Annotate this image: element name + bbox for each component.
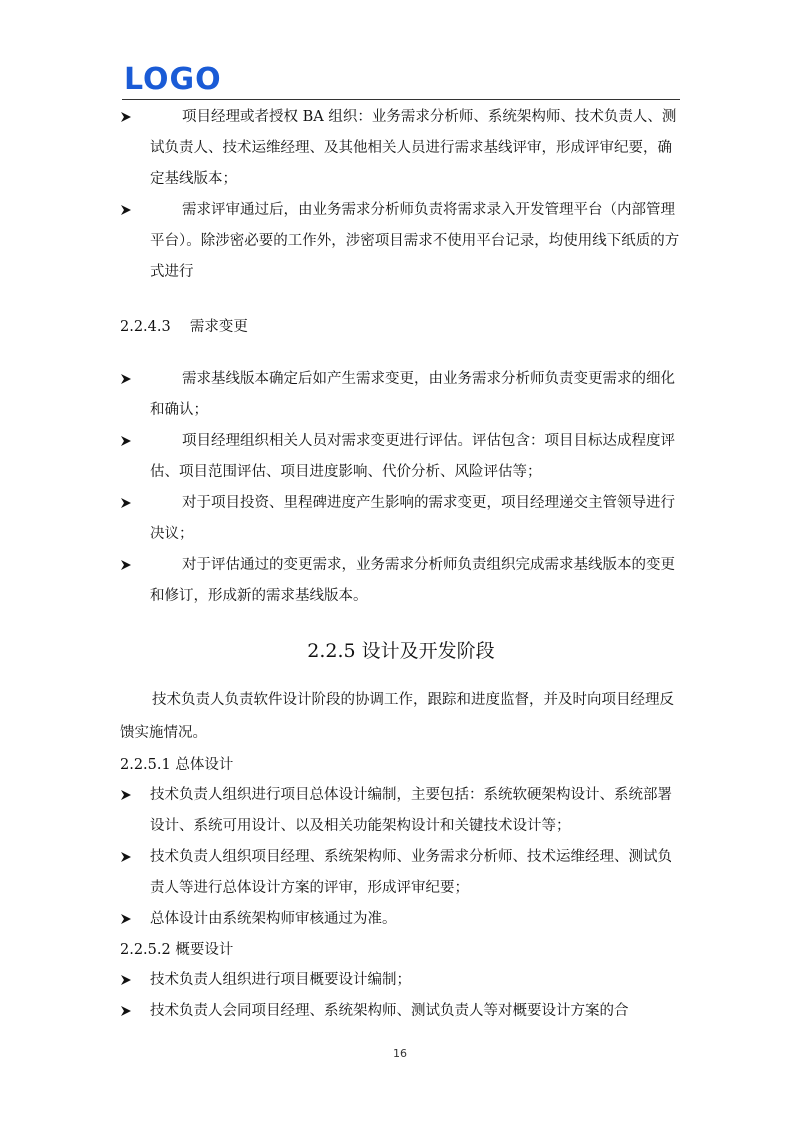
list-item-text: 总体设计由系统架构师审核通过为准。: [150, 911, 397, 927]
arrow-bullet-icon: [120, 488, 134, 509]
list-item-text: 对于项目投资、里程碑进度产生影响的需求变更，项目经理递交主管领导进行决议；: [150, 495, 675, 542]
arrow-bullet-icon: [120, 842, 134, 863]
section-design-dev: [120, 636, 682, 1027]
arrow-bullet-icon: [120, 426, 134, 447]
list-item-text: 对于评估通过的变更需求，业务需求分析师负责组织完成需求基线版本的变更和修订，形成新的需求基线版本。: [150, 557, 675, 604]
list-item: [120, 195, 682, 288]
list-item: [120, 488, 682, 550]
list-item: [120, 364, 682, 426]
list-item: [120, 842, 682, 904]
list-item: [120, 780, 682, 842]
list-item-text: 技术负责人会同项目经理、系统架构师、测试负责人等对概要设计方案的合: [150, 1003, 629, 1019]
arrow-bullet-icon: [120, 965, 134, 986]
list-item-text: 需求评审通过后，由业务需求分析师负责将需求录入开发管理平台（内部管理平台）。除涉密必要的工作外，涉密项目需求不使用平台记录，均使用线下纸质的方式进行: [150, 202, 680, 280]
arrow-bullet-icon: [120, 996, 134, 1017]
arrow-bullet-icon: [120, 550, 134, 571]
page-number: 16: [393, 1047, 407, 1060]
subsection-heading-2251: 2.2.5.1 总体设计: [120, 757, 234, 773]
arrow-bullet-icon: [120, 102, 134, 123]
list-item: [120, 426, 682, 488]
arrow-bullet-icon: [120, 780, 134, 801]
list-item-text: 技术负责人组织进行项目总体设计编制，主要包括：系统软硬架构设计、系统部署设计、系统可用设计、以及相关功能架构设计和关键技术设计等；: [150, 787, 672, 834]
section-title-225: 2.2.5 设计及开发阶段: [307, 640, 495, 662]
list-item-text: 技术负责人组织进行项目概要设计编制；: [150, 972, 411, 988]
list-item-text: 需求基线版本确定后如产生需求变更，由业务需求分析师负责变更需求的细化和确认；: [150, 371, 675, 418]
header-divider: [122, 99, 680, 100]
logo: LOGO: [124, 62, 222, 97]
list-item: [120, 996, 682, 1027]
list-item: [120, 550, 682, 612]
arrow-bullet-icon: [120, 364, 134, 385]
list-item: [120, 102, 682, 195]
section-requirements: [120, 102, 682, 612]
arrow-bullet-icon: [120, 904, 134, 925]
list-item-text: 项目经理或者授权 BA 组织：业务需求分析师、系统架构师、技术负责人、测试负责人、技术运维经理、及其他相关人员进行需求基线评审，形成评审纪要，确定基线版本；: [150, 109, 677, 187]
arrow-bullet-icon: [120, 195, 134, 216]
list-item-text: 技术负责人组织项目经理、系统架构师、业务需求分析师、技术运维经理、测试负责人等进行总体设计方案的评审，形成评审纪要；: [150, 849, 672, 896]
list-item-text: 项目经理组织相关人员对需求变更进行评估。评估包含：项目目标达成程度评估、项目范围评估、项目进度影响、代价分析、风险评估等；: [150, 433, 675, 480]
subsection-heading-2252: 2.2.5.2 概要设计: [120, 942, 234, 958]
list-item: [120, 904, 682, 935]
list-item: [120, 965, 682, 996]
section-heading-2243: 2.2.4.3 需求变更: [120, 319, 248, 335]
intro-paragraph: 技术负责人负责软件设计阶段的协调工作，跟踪和进度监督，并及时向项目经理反馈实施情况。: [120, 692, 674, 741]
